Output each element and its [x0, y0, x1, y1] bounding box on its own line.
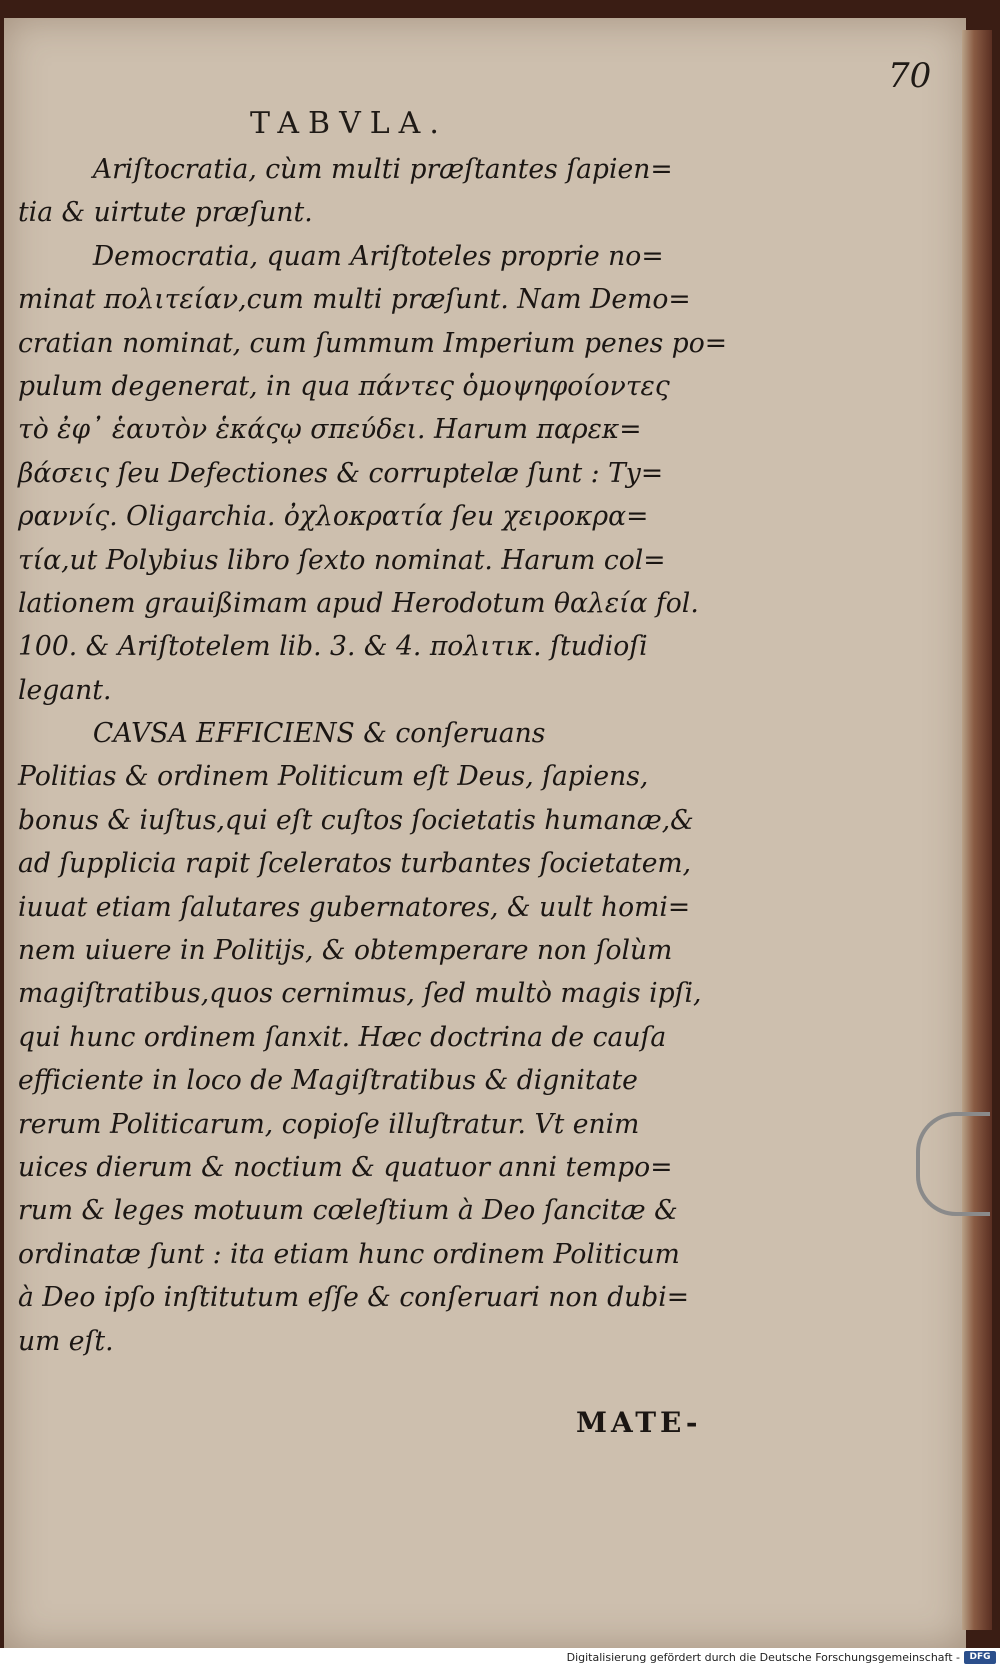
- text-line: nem uiuere in Politijs, & obtemperare non ſolùm: [18, 935, 673, 967]
- dfg-logo-icon: DFG: [964, 1651, 996, 1664]
- text-line: τία,ut Polybius libro ſexto nominat. Harum col=: [18, 544, 666, 576]
- page-clip: [916, 1112, 990, 1216]
- text-line: ad ſupplicia rapit ſceleratos turbantes ſocietatem,: [18, 848, 692, 880]
- text-line: τὸ ἐφ᾽ ἑαυτὸν ἑκάςῳ σπεύδει. Harum παρεκ=: [18, 414, 642, 446]
- text-line: legant.: [18, 674, 112, 706]
- page-edge: [962, 30, 992, 1630]
- text-line: bonus & iuſtus,qui eſt cuſtos ſocietatis humanæ,&: [18, 804, 694, 836]
- text-line: CAVSA EFFICIENS & conſeruans: [92, 718, 546, 750]
- text-line: lationem grauißimam apud Herodotum θαλεία fol.: [18, 587, 699, 619]
- running-head: TABVLA.: [250, 106, 448, 141]
- text-line: à Deo ipſo inſtitutum eſſe & conſeruari non dubi=: [18, 1282, 690, 1314]
- text-line: βάσεις ſeu Defectiones & corruptelæ ſunt : Ty=: [18, 457, 664, 489]
- text-line: ραννίς. Oligarchia. ὀχλοκρατία ſeu χειροκρα=: [18, 501, 649, 533]
- text-line: minat πολιτείαν,cum multi præſunt. Nam Demo=: [18, 284, 691, 316]
- body-text: [18, 148, 728, 1363]
- text-line: ordinatæ ſunt : ita etiam hunc ordinem Politicum: [18, 1238, 680, 1270]
- text-line: Politias & ordinem Politicum eſt Deus, ſapiens,: [18, 761, 649, 793]
- text-line: pulum degenerat, in qua πάντες ὁμοψηφοίοντες: [18, 370, 670, 402]
- folio-number: 70: [888, 56, 932, 96]
- text-line: rerum Politicarum, copioſe illuſtratur. Vt enim: [18, 1108, 640, 1140]
- text-line: tia & uirtute præſunt.: [18, 197, 313, 229]
- footer-bar: [0, 1648, 1000, 1668]
- text-line: uices dierum & noctium & quatuor anni tempo=: [18, 1151, 673, 1183]
- text-line: um eſt.: [18, 1325, 114, 1357]
- text-line: cratian nominat, cum ſummum Imperium penes po=: [18, 327, 728, 359]
- funding-credit: Digitalisierung gefördert durch die Deutsche Forschungsgemeinschaft -: [566, 1651, 960, 1664]
- book-page: [4, 18, 966, 1648]
- text-line: iuuat etiam ſalutares gubernatores, & uult homi=: [18, 891, 691, 923]
- text-line: rum & leges motuum cœleſtium à Deo ſancitæ &: [18, 1195, 678, 1227]
- text-line: magiſtratibus,quos cernimus, ſed multò magis ipſi,: [18, 978, 702, 1010]
- catchword: MATE-: [576, 1406, 702, 1439]
- text-line: 100. & Ariſtotelem lib. 3. & 4. πολιτικ. ſtudioſi: [18, 631, 648, 663]
- text-line: qui hunc ordinem ſanxit. Hæc doctrina de cauſa: [18, 1021, 667, 1053]
- text-line: Ariſtocratia, cùm multi præſtantes ſapien=: [92, 154, 673, 185]
- text-line: Democratia, quam Ariſtoteles proprie no=: [92, 240, 664, 272]
- text-line: efficiente in loco de Magiſtratibus & dignitate: [18, 1065, 638, 1097]
